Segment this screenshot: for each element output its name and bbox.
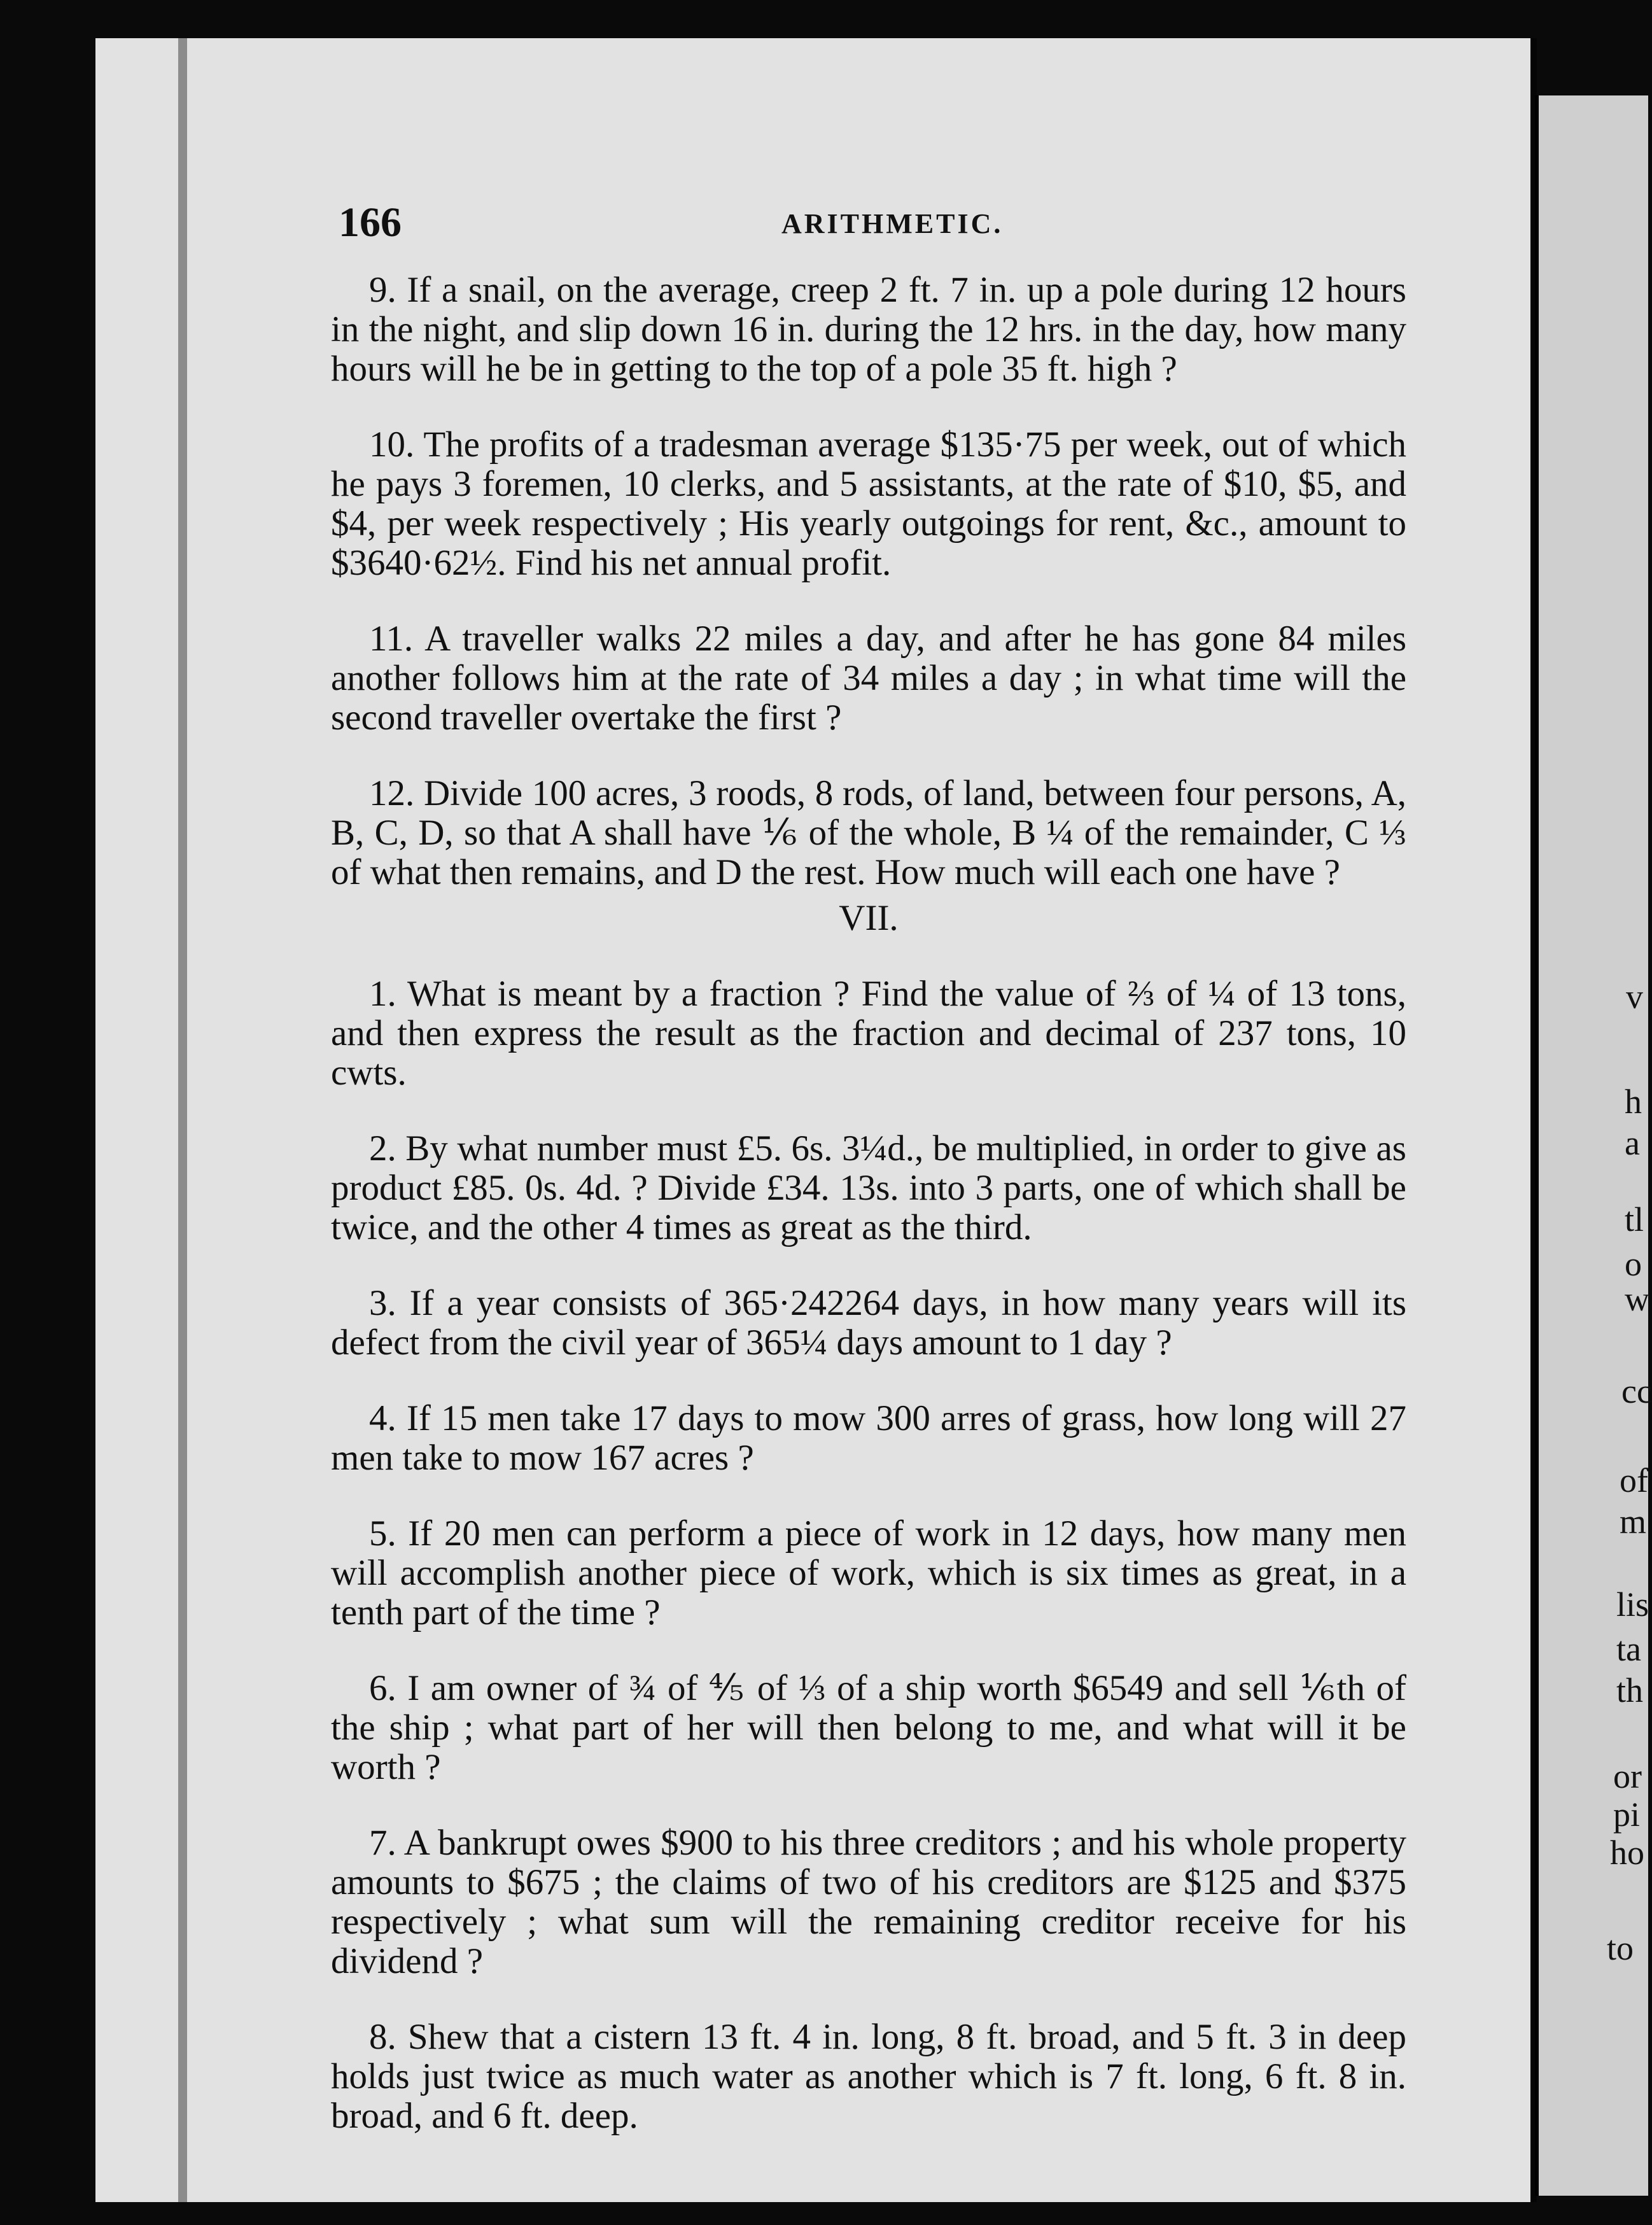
problem-paragraph: 9. If a snail, on the average, creep 2 ft. 7 in. up a pole during 12 hours in the night, and slip down 16 in. during the 12 hrs. in the day, how many hours will he be in getting to the top of a pole 35 ft. high ? — [331, 270, 1406, 389]
adjacent-page-fragment: ta — [1616, 1630, 1641, 1668]
page-number: 166 — [339, 199, 402, 246]
problem-paragraph: 3. If a year consists of 365·242264 days, in how many years will its defect from the civil year of 365¼ days amount to 1 day ? — [331, 1283, 1406, 1363]
problem-paragraph: 6. I am owner of ¾ of ⅘ of ⅓ of a ship worth $6549 and sell ⅙th of the ship ; what part of her will then belong to me, and what will it be worth ? — [331, 1668, 1406, 1787]
adjacent-page-fragment: h — [1625, 1083, 1642, 1121]
running-head: ARITHMETIC. — [781, 208, 1004, 239]
adjacent-page-fragment: of — [1620, 1461, 1648, 1499]
adjacent-page-fragment: th — [1616, 1671, 1644, 1709]
problem-paragraph: 11. A traveller walks 22 miles a day, and after he has gone 84 miles another follows him at the rate of 34 miles a day ; in what time will the second traveller overtake the first ? — [331, 619, 1406, 738]
problem-paragraph: 4. If 15 men take 17 days to mow 300 arres of grass, how long will 27 men take to mow 167 acres ? — [331, 1398, 1406, 1478]
adjacent-page-fragment: m — [1620, 1503, 1647, 1541]
section-heading: VII. — [839, 898, 899, 938]
adjacent-page-fragment: pi — [1613, 1795, 1641, 1834]
problem-paragraph: 12. Divide 100 acres, 3 roods, 8 rods, of land, between four persons, A, B, C, D, so that A shall have ⅙ of the whole, B ¼ of the remainder, C ⅓ of what then remains, and D the rest. How much will each one have ? — [331, 773, 1406, 892]
problem-paragraph: 1. What is meant by a fraction ? Find the value of ⅔ of ¼ of 13 tons, and then express the result as the fraction and decimal of 237 tons, 10 cwts. — [331, 974, 1406, 1093]
page-gutter — [178, 38, 187, 2202]
adjacent-page-fragment: cc — [1621, 1372, 1652, 1410]
adjacent-page-fragment: tl — [1625, 1200, 1644, 1239]
adjacent-page-fragment: w — [1625, 1280, 1649, 1318]
adjacent-page-fragment: v — [1626, 978, 1643, 1016]
adjacent-page-fragment: or — [1613, 1757, 1642, 1795]
adjacent-page-fragment: ho — [1610, 1834, 1644, 1872]
adjacent-page-fragment: a — [1625, 1124, 1640, 1162]
problem-paragraph: 5. If 20 men can perform a piece of work in 12 days, how many men will accomplish another piece of work, which is six times as great, in a tenth part of the time ? — [331, 1513, 1406, 1632]
adjacent-page-fragment: to — [1607, 1929, 1634, 1967]
problem-paragraph: 7. A bankrupt owes $900 to his three creditors ; and his whole property amounts to $675 ; the claims of two of his creditors are $125 and $375 respectively ; what sum will the remaining creditor receive for his dividend ? — [331, 1823, 1406, 1981]
adjacent-page-fragment: lis — [1616, 1585, 1649, 1624]
problem-paragraph: 2. By what number must £5. 6s. 3¼d., be multiplied, in order to give as product £85. 0s. 4d. ? Divide £34. 13s. into 3 parts, one of which shall be twice, and the other 4 times as great as the third. — [331, 1128, 1406, 1247]
problem-paragraph: 8. Shew that a cistern 13 ft. 4 in. long, 8 ft. broad, and 5 ft. 3 in deep holds just twice as much water as another which is 7 ft. long, 6 ft. 8 in. broad, and 6 ft. deep. — [331, 2017, 1406, 2136]
page-body — [331, 270, 1406, 2142]
adjacent-page-fragment: o — [1625, 1245, 1642, 1283]
problem-paragraph: 10. The profits of a tradesman average $135·75 per week, out of which he pays 3 foremen, 10 clerks, and 5 assistants, at the rate of $10, $5, and $4, per week respectively ; His yearly outgoings for rent, &c., amount to $3640·62½. Find his net annual profit. — [331, 425, 1406, 583]
